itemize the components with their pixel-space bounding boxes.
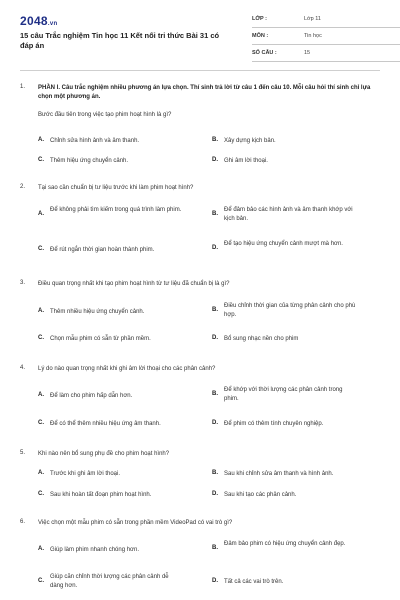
option-text: Để có thể thêm nhiều hiệu ứng âm thanh. <box>50 421 161 427</box>
option-text: Chọn mẫu phim có sẵn từ phần mềm. <box>50 336 151 342</box>
meta-row-count <box>252 48 400 62</box>
option-d[interactable] <box>212 578 372 590</box>
question-3 <box>20 280 380 352</box>
option-letter: B. <box>212 137 218 143</box>
question-text: Tại sao cần chuẩn bị tư liệu trước khi làm phim hoạt hình? <box>38 185 194 191</box>
option-letter: B. <box>212 211 218 217</box>
option-text: Để rút ngắn thời gian hoàn thành phim. <box>50 247 155 253</box>
option-d[interactable] <box>212 491 372 503</box>
option-text: Giúp căn chỉnh thời lượng các phân cảnh dễ dàng hơn. <box>50 574 169 589</box>
option-text: Điều chỉnh thời gian của từng phân cảnh cho phù hợp. <box>224 303 356 318</box>
question-number: 3. <box>20 280 26 286</box>
option-a[interactable] <box>38 137 188 149</box>
option-text: Tất cả các vai trò trên. <box>224 579 284 585</box>
option-letter: D. <box>212 335 218 341</box>
option-a[interactable] <box>38 392 188 404</box>
option-letter: B. <box>212 391 218 397</box>
option-c[interactable] <box>38 420 188 432</box>
option-b[interactable] <box>212 206 372 226</box>
option-c[interactable] <box>38 157 188 169</box>
option-letter: D. <box>212 491 218 497</box>
option-letter: B. <box>212 470 218 476</box>
option-text: Để tạo hiệu ứng chuyển cảnh mượt mà hơn. <box>224 241 343 247</box>
meta-panel <box>252 14 400 65</box>
option-a[interactable] <box>38 546 188 558</box>
question-text: Việc chọn một mẫu phim có sẵn trong phần mềm VideoPad có vai trò gì? <box>38 520 233 526</box>
option-text: Để đảm bảo các hình ảnh và âm thanh khớp với kịch bản. <box>224 207 353 222</box>
question-text: Điều quan trọng nhất khi tạo phim hoạt hình từ tư liệu đã chuẩn bị là gì? <box>38 281 230 287</box>
option-letter: C. <box>38 420 44 426</box>
option-letter: A. <box>38 137 44 143</box>
site-logo[interactable] <box>20 14 57 28</box>
option-letter: C. <box>38 335 44 341</box>
logo-main: 2048 <box>20 14 48 28</box>
meta-label: LỚP : <box>252 16 267 22</box>
option-b[interactable] <box>212 386 372 406</box>
question-number: 5. <box>20 450 26 456</box>
option-c[interactable] <box>38 246 188 258</box>
option-b[interactable] <box>212 470 372 482</box>
option-text: Xây dựng kịch bản. <box>224 138 276 144</box>
question-5 <box>20 450 380 510</box>
question-text: PHẦN I. Câu trắc nghiệm nhiều phương án lựa chọn. Thí sinh trả lời từ câu 1 đến câu 10. Mỗi câu hỏi thí sinh chỉ lựa chọn một phương án. <box>38 85 371 100</box>
option-letter: A. <box>38 392 44 398</box>
option-b[interactable] <box>212 137 372 149</box>
meta-value: Tin học <box>304 33 322 39</box>
option-letter: A. <box>38 470 44 476</box>
question-text: Lý do nào quan trọng nhất khi ghi âm lời thoại cho các phân cảnh? <box>38 366 216 372</box>
meta-label: SỐ CÂU : <box>252 50 277 56</box>
question-1 <box>20 84 380 174</box>
option-c[interactable] <box>38 573 188 593</box>
option-b[interactable] <box>212 302 372 322</box>
logo-suffix: .vn <box>47 21 58 27</box>
option-c[interactable] <box>38 335 188 347</box>
option-letter: C. <box>38 578 44 584</box>
option-letter: B. <box>212 307 218 313</box>
option-a[interactable] <box>38 206 188 226</box>
meta-label: MÔN : <box>252 33 269 39</box>
option-letter: D. <box>212 245 218 251</box>
meta-row-subject <box>252 31 400 45</box>
option-d[interactable] <box>212 420 372 432</box>
option-text: Trước khi ghi âm lời thoại. <box>50 471 121 477</box>
question-6 <box>20 519 380 597</box>
option-letter: A. <box>38 308 44 314</box>
document-header <box>20 14 380 62</box>
option-a[interactable] <box>38 308 188 320</box>
option-text: Giúp làm phim nhanh chóng hơn. <box>50 547 139 553</box>
meta-row-class <box>252 14 400 28</box>
option-text: Sau khi chỉnh sửa âm thanh và hình ảnh. <box>224 471 334 477</box>
option-text: Bổ sung nhạc nền cho phim <box>224 336 299 342</box>
option-b[interactable] <box>212 540 372 560</box>
option-text: Để làm cho phim hấp dẫn hơn. <box>50 393 133 399</box>
question-number: 1. <box>20 84 26 90</box>
option-text: Thêm nhiều hiệu ứng chuyển cảnh. <box>50 309 145 315</box>
option-letter: D. <box>212 578 218 584</box>
question-2 <box>20 184 380 266</box>
question-number: 6. <box>20 519 26 525</box>
option-letter: B. <box>212 545 218 551</box>
option-text: Sau khi tạo các phân cảnh. <box>224 492 297 498</box>
question-subtext: Bước đầu tiên trong việc tạo phim hoạt hình là gì? <box>38 112 172 118</box>
option-d[interactable] <box>212 240 372 260</box>
option-text: Đảm bảo phim có hiệu ứng chuyển cảnh đẹp. <box>224 541 346 547</box>
option-d[interactable] <box>212 157 372 169</box>
option-letter: A. <box>38 546 44 552</box>
meta-value: 15 <box>304 50 311 56</box>
option-text: Để phim có thêm tính chuyên nghiệp. <box>224 421 324 427</box>
option-text: Để không phải tìm kiếm trong quá trình làm phim. <box>50 207 182 213</box>
question-4 <box>20 365 380 437</box>
option-letter: C. <box>38 157 44 163</box>
option-letter: D. <box>212 420 218 426</box>
option-letter: C. <box>38 491 44 497</box>
option-a[interactable] <box>38 470 188 482</box>
option-text: Ghi âm lời thoại. <box>224 158 268 164</box>
option-text: Chỉnh sửa hình ảnh và âm thanh. <box>50 138 140 144</box>
document-title: 15 câu Trắc nghiệm Tin học 11 Kết nối tri thức Bài 31 có đáp án <box>20 31 220 50</box>
option-text: Sau khi hoàn tất đoạn phim hoạt hình. <box>50 492 152 498</box>
option-text: Để khớp với thời lượng các phân cảnh trong phim. <box>224 387 343 402</box>
option-letter: D. <box>212 157 218 163</box>
option-text: Thêm hiệu ứng chuyển cảnh. <box>50 158 129 164</box>
option-d[interactable] <box>212 335 372 347</box>
question-number: 4. <box>20 365 26 371</box>
header-divider <box>20 70 380 71</box>
meta-value: Lớp 11 <box>304 16 321 22</box>
question-text: Khi nào nên bổ sung phụ đề cho phim hoạt hình? <box>38 451 170 457</box>
option-c[interactable] <box>38 491 188 503</box>
question-number: 2. <box>20 184 26 190</box>
option-letter: A. <box>38 211 44 217</box>
option-letter: C. <box>38 246 44 252</box>
